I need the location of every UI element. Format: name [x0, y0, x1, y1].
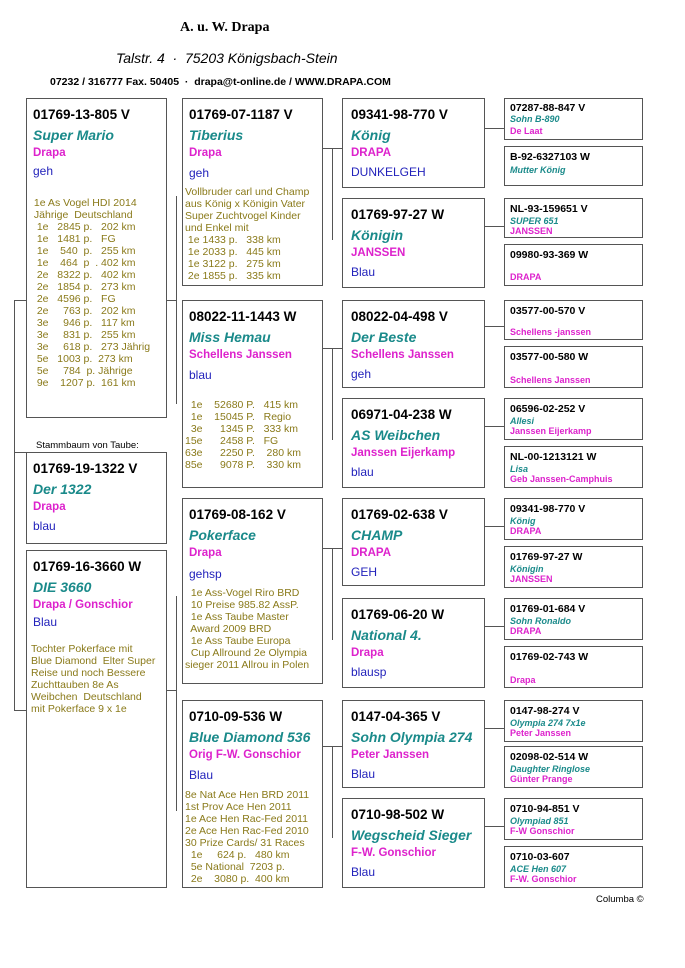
pigeon-label: Stammbaum von Taube: — [36, 440, 139, 451]
header-address: Talstr. 4 · 75203 Königsbach-Stein — [116, 50, 338, 66]
ggp-name: Der Beste — [351, 329, 417, 345]
connector-gen2a-v — [332, 148, 333, 240]
ancestor-name: König — [510, 516, 536, 526]
ancestor-card-5 — [504, 300, 643, 340]
ancestor-card-12 — [504, 646, 643, 688]
father-color: geh — [33, 164, 54, 178]
father-ring: 01769-13-805 V — [33, 107, 130, 122]
connector-gen3-5 — [484, 526, 504, 527]
ggp-ring: 08022-04-498 V — [351, 309, 448, 324]
great-grandparent-card-4 — [342, 398, 485, 488]
connector-gen3-2 — [484, 226, 504, 227]
ggp-breeder: F-W. Gonschior — [351, 847, 436, 859]
ggp-color: Blau — [351, 865, 376, 879]
ggp-name: AS Weibchen — [351, 427, 441, 443]
pigeon-name: Der 1322 — [33, 481, 92, 497]
ggp-breeder: Peter Janssen — [351, 749, 429, 761]
grandparent-performance: 1e Ass-Vogel Riro BRD 10 Preise 985.82 AssP. 1e Ass Taube Master Award 2009 BRD 1e Ass Taube Europa Cup Allround 2e Olympia sieger 2011 Allrou in Polen — [185, 587, 310, 671]
ancestor-card-10 — [504, 546, 643, 588]
ancestor-name: Daughter Ringlose — [510, 764, 591, 774]
ancestor-name: ACE Hen 607 — [510, 864, 567, 874]
ancestor-ring: 03577-00-580 W — [510, 351, 589, 363]
ancestor-card-1 — [504, 98, 643, 140]
ancestor-breeder: DRAPA — [510, 272, 542, 282]
ancestor-name: Sohn Ronaldo — [510, 616, 571, 626]
ancestor-name: Olympia 274 7x1e — [510, 718, 586, 728]
ancestor-name: Königin — [510, 564, 544, 574]
ggp-breeder: JANSSEN — [351, 247, 406, 259]
connector-gen3-7 — [484, 728, 504, 729]
great-grandparent-card-2 — [342, 198, 485, 288]
ggp-color: blau — [351, 465, 374, 479]
mother-color: Blau — [33, 615, 58, 629]
mother-ring: 01769-16-3660 W — [33, 559, 142, 574]
ancestor-breeder: De Laat — [510, 126, 543, 136]
ancestor-breeder: Janssen Eijerkamp — [510, 426, 592, 436]
ancestor-breeder: JANSSEN — [510, 574, 553, 584]
ancestor-card-9 — [504, 498, 643, 540]
great-grandparent-card-7 — [342, 700, 485, 788]
ancestor-ring: 01769-97-27 W — [510, 551, 583, 563]
grandparent-card-3 — [182, 498, 323, 684]
ancestor-card-11 — [504, 598, 643, 640]
grandparent-color: Blau — [189, 768, 214, 782]
ancestor-name: SUPER 651 — [510, 216, 559, 226]
ancestor-breeder: Günter Prange — [510, 774, 573, 784]
ggp-name: Sohn Olympia 274 — [351, 729, 473, 745]
ancestor-ring: 0710-03-607 — [510, 851, 570, 863]
ggp-ring: 06971-04-238 W — [351, 407, 452, 422]
ancestor-ring: NL-00-1213121 W — [510, 451, 597, 463]
ancestor-breeder: Peter Janssen — [510, 728, 572, 738]
ancestor-name: Mutter König — [510, 165, 566, 175]
ancestor-breeder: Drapa — [510, 675, 536, 685]
grandparent-description: Vollbruder carl und Champ aus König x Königin Vater Super Zuchtvogel Kinder und Enkel mit 1e 1433 p. 338 km 1e 2033 p. 445 km 1e 3122 p. 275 km 2e 1855 p. 335 km — [185, 186, 310, 282]
grandparent-performance: 1e 52680 P. 415 km 1e 15045 P. Regio 3e 1345 P. 333 km 15e 2458 P. FG 63e 2250 P. 280 km 85e 9078 P. 330 km — [185, 399, 301, 471]
mother-name: DIE 3660 — [33, 579, 92, 595]
mother-breeder: Drapa / Gonschior — [33, 599, 133, 611]
ancestor-breeder: F-W Gonschior — [510, 826, 575, 836]
ancestor-card-15 — [504, 798, 643, 840]
grandparent-ring: 01769-07-1187 V — [189, 107, 293, 122]
grandparent-name: Blue Diamond 536 — [189, 729, 311, 745]
ggp-breeder: Janssen Eijerkamp — [351, 447, 456, 459]
ancestor-ring: 06596-02-252 V — [510, 403, 586, 415]
grandparent-card-1 — [182, 98, 323, 286]
ggp-ring: 09341-98-770 V — [351, 107, 448, 122]
ggp-color: Blau — [351, 265, 376, 279]
ancestor-ring: 0147-98-274 V — [510, 705, 580, 717]
grandparent-breeder: Drapa — [189, 147, 222, 159]
ancestor-name: Sohn B-890 — [510, 114, 560, 124]
grandparent-ring: 0710-09-536 W — [189, 709, 283, 724]
ancestor-card-8 — [504, 446, 643, 488]
ancestor-name: Olympiad 851 — [510, 816, 569, 826]
ggp-color: GEH — [351, 565, 378, 579]
ancestor-breeder: Schellens Janssen — [510, 375, 591, 385]
ancestor-ring: 01769-02-743 W — [510, 651, 589, 663]
ggp-name: Wegscheid Sieger — [351, 827, 472, 843]
grandparent-name: Tiberius — [189, 127, 244, 143]
ancestor-name: Lisa — [510, 464, 529, 474]
connector-gen3-1 — [484, 128, 504, 129]
grandparent-ring: 01769-08-162 V — [189, 507, 286, 522]
ggp-color: Blau — [351, 767, 376, 781]
pigeon-breeder: Drapa — [33, 501, 66, 513]
great-grandparent-card-8 — [342, 798, 485, 888]
ggp-ring: 0710-98-502 W — [351, 807, 445, 822]
grandparent-name: Miss Hemau — [189, 329, 271, 345]
ggp-ring: 0147-04-365 V — [351, 709, 441, 724]
ancestor-name: Allesi — [510, 416, 535, 426]
pigeon-ring: 01769-19-1322 V — [33, 461, 138, 476]
ggp-breeder: DRAPA — [351, 547, 392, 559]
ancestor-ring: 0710-94-851 V — [510, 803, 580, 815]
ancestor-ring: B-92-6327103 W — [510, 151, 590, 163]
connector-gen2b-v — [332, 348, 333, 440]
ggp-color: blausp — [351, 665, 387, 679]
grandparent-color: gehsp — [189, 567, 222, 581]
grandparent-card-2 — [182, 300, 323, 488]
ancestor-ring: 03577-00-570 V — [510, 305, 586, 317]
ggp-name: National 4. — [351, 627, 422, 643]
ancestor-card-4 — [504, 244, 643, 286]
header-title: A. u. W. Drapa — [180, 20, 270, 35]
ancestor-breeder: Geb Janssen-Camphuis — [510, 474, 613, 484]
ggp-color: DUNKELGEH — [351, 165, 426, 179]
ancestor-ring: 07287-88-847 V — [510, 102, 586, 114]
pigeon-color: blau — [33, 519, 56, 533]
connector-gen3-6 — [484, 626, 504, 627]
ancestor-breeder: F-W. Gonschior — [510, 874, 577, 884]
grandparent-color: blau — [189, 368, 212, 382]
pigeon-card — [26, 452, 167, 544]
ggp-name: CHAMP — [351, 527, 403, 543]
father-name: Super Mario — [33, 127, 114, 143]
ggp-ring: 01769-06-20 W — [351, 607, 445, 622]
connector-father-top — [166, 300, 177, 301]
grandparent-color: geh — [189, 166, 210, 180]
ancestor-breeder: DRAPA — [510, 526, 542, 536]
ancestor-ring: 09341-98-770 V — [510, 503, 586, 515]
ggp-breeder: DRAPA — [351, 147, 392, 159]
ancestor-card-13 — [504, 700, 643, 742]
connector-gen3-8 — [484, 826, 504, 827]
father-breeder: Drapa — [33, 147, 66, 159]
great-grandparent-card-1 — [342, 98, 485, 188]
ancestor-card-16 — [504, 846, 643, 888]
ancestor-card-6 — [504, 346, 643, 388]
grandparent-performance: 8e Nat Ace Hen BRD 2011 1st Prov Ace Hen 2011 1e Ace Hen Rac-Fed 2011 2e Ace Hen Rac-Fed 2010 30 Prize Cards/ 31 Races 1e 624 p. 480 km 5e National 7203 p. 2e 3080 p. 400 km — [185, 789, 310, 885]
great-grandparent-card-6 — [342, 598, 485, 688]
connector-gen2c-v — [332, 548, 333, 640]
ggp-breeder: Drapa — [351, 647, 384, 659]
ggp-breeder: Schellens Janssen — [351, 349, 454, 361]
ggp-name: Königin — [351, 227, 404, 243]
ggp-ring: 01769-02-638 V — [351, 507, 448, 522]
grandparent-ring: 08022-11-1443 W — [189, 309, 297, 324]
ancestor-card-7 — [504, 398, 643, 440]
mother-card — [26, 550, 167, 888]
ancestor-card-3 — [504, 198, 643, 238]
father-performance: 1e As Vogel HDI 2014 Jährige Deutschland 1e 2845 p. 202 km 1e 1481 p. FG 1e 540 p. 255 km 1e 464 p . 402 km 2e 8322 p. 402 km 2e 1854 p. 273 km 2e 4596 p. FG 2e 763 p. 202 km 3e 946 p. 117 km 3e 831 p. 255 km 3e 618 p. 273 Jährig 5e 1003 p. 273 km 5e 784 p. Jährige 9e 1207 p. 161 km — [33, 197, 151, 389]
ancestor-ring: NL-93-159651 V — [510, 203, 588, 215]
header-contact: 07232 / 316777 Fax. 50405 · drapa@t-online.de / WWW.DRAPA.COM — [50, 76, 391, 88]
ggp-name: König — [351, 127, 391, 143]
ancestor-card-14 — [504, 746, 643, 788]
great-grandparent-card-5 — [342, 498, 485, 586]
grandparent-card-4 — [182, 700, 323, 888]
ancestor-breeder: DRAPA — [510, 626, 542, 636]
grandparent-name: Pokerface — [189, 527, 256, 543]
ggp-color: geh — [351, 367, 372, 381]
footer-credit: Columba © — [596, 894, 644, 905]
grandparent-breeder: Orig F-W. Gonschior — [189, 749, 301, 761]
connector-mother-top — [166, 690, 177, 691]
connector-gen3-3 — [484, 326, 504, 327]
connector-gen2d-v — [332, 746, 333, 838]
grandparent-breeder: Schellens Janssen — [189, 349, 292, 361]
ancestor-breeder: Schellens -janssen — [510, 327, 592, 337]
ancestor-ring: 09980-93-369 W — [510, 249, 589, 261]
ancestor-ring: 01769-01-684 V — [510, 603, 586, 615]
ancestor-breeder: JANSSEN — [510, 226, 553, 236]
ancestor-ring: 02098-02-514 W — [510, 751, 589, 763]
father-card — [26, 98, 167, 418]
connector-pigeon-vertical — [14, 300, 15, 710]
grandparent-breeder: Drapa — [189, 547, 222, 559]
ggp-ring: 01769-97-27 W — [351, 207, 445, 222]
connector-mother-vertical — [176, 596, 177, 811]
ancestor-card-2 — [504, 146, 643, 186]
mother-description: Tochter Pokerface mit Blue Diamond Elter Super Reise und noch Bessere Zuchttauben 8e As Weibchen Deutschland mit Pokerface 9 x 1e — [31, 643, 156, 715]
great-grandparent-card-3 — [342, 300, 485, 388]
connector-gen3-4 — [484, 426, 504, 427]
